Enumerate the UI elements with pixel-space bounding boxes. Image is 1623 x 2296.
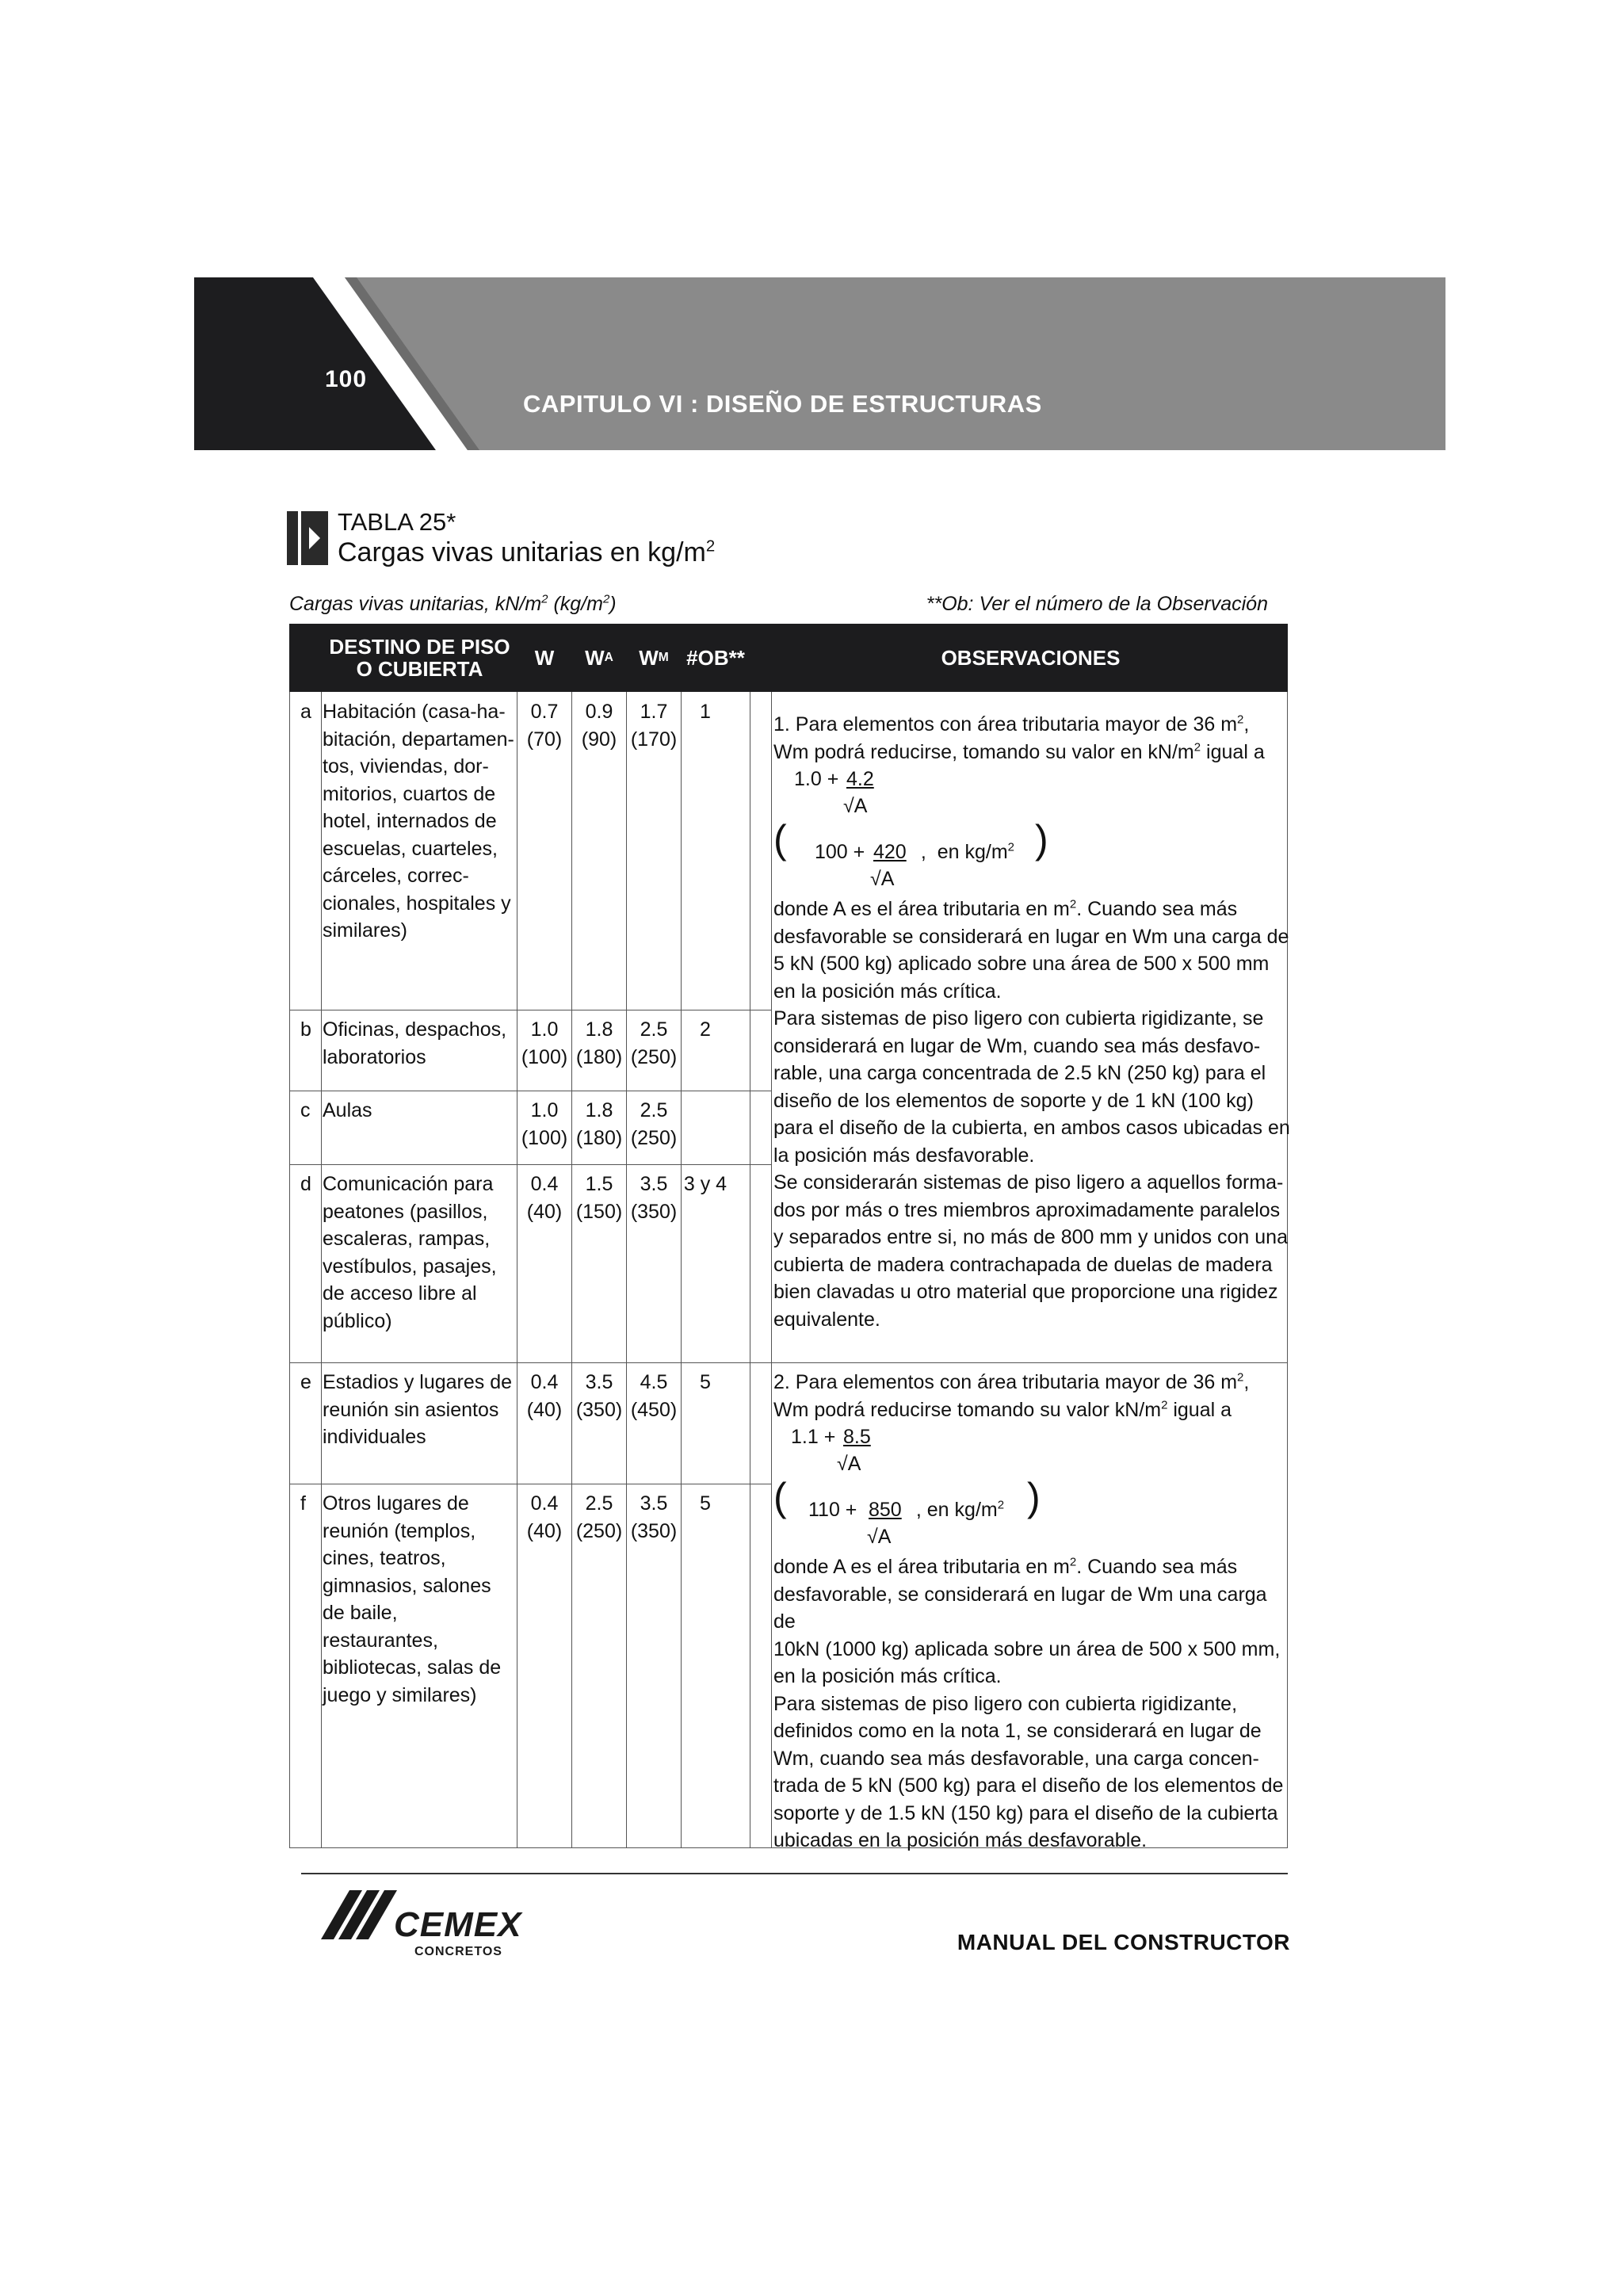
row-d-letter: d (300, 1173, 311, 1195)
row-b-w: 1.0 (100) (521, 1018, 568, 1068)
units-sup2: 2 (602, 592, 610, 606)
row-b-ob: 2 (700, 1018, 711, 1041)
col-header-wm: W M (639, 646, 669, 670)
units-mid: (kg/m (548, 593, 603, 615)
row-e-letter: e (300, 1371, 311, 1393)
row-a-wm: 1.7 (170) (630, 701, 678, 751)
obs2-intro-end: , (1243, 1371, 1250, 1393)
row-a-ob: 1 (700, 701, 711, 723)
obs1-line2 (773, 739, 1290, 766)
logo-sub: CONCRETOS (414, 1945, 502, 1958)
obs2-line2-text: Wm podrá reducirse tomando su valor kN/m (773, 1398, 1162, 1421)
obs2-l3-end: . Cuando sea más (1076, 1556, 1238, 1578)
row-c-wm: 2.5 (250) (630, 1099, 678, 1149)
obs1-f2-num: 420 (873, 841, 907, 863)
row-b-wa: 1.8 (180) (575, 1018, 623, 1068)
row-c-w: 1.0 (100) (521, 1099, 568, 1149)
row-f-ob: 5 (700, 1492, 711, 1515)
table-marker-icon (287, 511, 328, 565)
obs2-f1-num: 8.5 (843, 1426, 871, 1448)
obs2-f2-a: 110 + (808, 1499, 857, 1521)
footer-divider (301, 1873, 1288, 1874)
col-header-destino: DESTINO DE PISO O CUBIERTA (329, 635, 510, 681)
obs2-l3-text: donde A es el área tributaria en m (773, 1556, 1070, 1578)
obs2-line2 (773, 1396, 1290, 1424)
obs1-formula-2 (773, 817, 1290, 896)
obs1-line2-end: igual a (1201, 740, 1265, 763)
table-header (289, 624, 1288, 692)
col-header-w: W (534, 646, 555, 670)
row-e-wm: 4.5 (450) (630, 1371, 678, 1421)
row-f-letter: f (300, 1492, 306, 1515)
obs2-f2-sup: 2 (997, 1498, 1005, 1512)
paren-left-icon: ( (773, 817, 787, 861)
units-prefix: Cargas vivas unitarias, kN/m (289, 593, 542, 615)
obs2-f1-a: 1.1 + (791, 1426, 836, 1448)
units-sup1: 2 (541, 592, 548, 606)
ob-note: **Ob: Ver el número de la Observación (926, 593, 1268, 615)
obs1-intro-end: , (1243, 713, 1250, 735)
obs1-intro-sup: 2 (1237, 712, 1244, 727)
obs1-f1-den: √A (843, 795, 868, 817)
obs2-l3 (773, 1553, 1290, 1581)
obs1-intro (773, 711, 1290, 739)
grid-line (289, 692, 290, 1848)
obs1-l3 (773, 896, 1290, 923)
row-e-wa: 3.5 (350) (575, 1371, 623, 1421)
col-header-wa: W A (585, 646, 613, 670)
paren-left-icon: ( (773, 1475, 787, 1519)
obs1-f2-a: 100 + (815, 841, 865, 863)
row-f-destino: Otros lugares de reunión (templos, cines, teatros, gimnasios, salones de baile, restaurantes, bibliotecas, salas de juego y similares) (323, 1492, 502, 1706)
obs1-l3-text: donde A es el área tributaria en m (773, 898, 1070, 920)
table-caption-sup: 2 (705, 537, 716, 556)
chapter-header (194, 277, 1445, 450)
row-e-destino: Estadios y lugares de reunión sin asientos individuales (323, 1371, 513, 1448)
cemex-logo-icon (321, 1890, 527, 1962)
row-d-wa: 1.5 (150) (575, 1173, 623, 1223)
obs2-f2-b: , en kg/m (905, 1499, 998, 1521)
obs1-l3-sup: 2 (1069, 897, 1077, 911)
grid-line (771, 692, 772, 1848)
row-c-destino: Aulas (323, 1099, 372, 1121)
page-number: 100 (325, 366, 368, 392)
grid-line (289, 1362, 1288, 1363)
obs1-f2-sup: 2 (1007, 840, 1015, 854)
obs2-intro-text: 2. Para elementos con área tributaria mayor de 36 m (773, 1371, 1238, 1393)
obs2-l3-sup: 2 (1069, 1555, 1077, 1569)
header-graphic (194, 277, 1445, 450)
grid-line (289, 1164, 771, 1165)
row-f-w: 0.4 (40) (526, 1492, 563, 1542)
col-header-ob: #OB** (686, 646, 745, 670)
obs2-formula-1 (773, 1423, 1290, 1480)
obs2-f1-den: √A (837, 1453, 861, 1475)
col-header-wa-text: W (585, 646, 605, 670)
row-c-wa: 1.8 (180) (575, 1099, 623, 1149)
row-d-w: 0.4 (40) (526, 1173, 563, 1223)
col-header-observaciones: OBSERVACIONES (941, 646, 1121, 670)
row-f-wa: 2.5 (250) (575, 1492, 623, 1542)
row-b-destino: Oficinas, despachos, laboratorios (323, 1018, 507, 1068)
units-suffix: ) (609, 593, 617, 615)
row-e-w: 0.4 (40) (526, 1371, 563, 1421)
obs2-f2-num: 850 (869, 1499, 902, 1521)
row-a-destino: Habitación (casa-ha- bitación, departamen- tos, viviendas, dor- mitorios, cuartos de hotel, internados de escuelas, cuarteles, cárceles, correc- cionales, hospitales y similares) (323, 701, 514, 942)
grid-line (626, 692, 627, 1848)
obs1-line2-sup: 2 (1193, 740, 1201, 755)
obs2-intro-sup: 2 (1237, 1370, 1244, 1385)
obs2-intro (773, 1369, 1290, 1396)
row-f-wm: 3.5 (350) (630, 1492, 678, 1542)
table-title (338, 507, 715, 567)
obs1-f2-den: √A (870, 868, 895, 890)
row-b-wm: 2.5 (250) (630, 1018, 678, 1068)
obs1-l3-end: . Cuando sea más (1076, 898, 1238, 920)
observation-1 (773, 711, 1290, 1333)
obs2-body: desfavorable, se considerará en lugar de Wm una carga de 10kN (1000 kg) aplicada sobre un área de 500 x 500 mm, en la posición más crítica. Para sistemas de piso ligero con cubierta rigidizante, definidos como en la nota 1, se considerará en lugar de Wm, cuando sea más desfavorable, una carga concen- trada de 5 kN (500 kg) para el diseño de los elementos de soporte y de 1.5 kN (150 kg) para el diseño de la cubierta ubicadas en la posición más desfavorable. (773, 1583, 1284, 1851)
table-caption (338, 537, 715, 567)
grid-line (571, 692, 572, 1848)
row-d-wm: 3.5 (350) (630, 1173, 678, 1223)
obs1-intro-text: 1. Para elementos con área tributaria mayor de 36 m (773, 713, 1238, 735)
obs1-body: desfavorable se considerará en lugar en Wm una carga de 5 kN (500 kg) aplicado sobre una área de 500 x 500 mm en la posición más crítica. Para sistemas de piso ligero con cubierta rigidizante, se considerará en lugar de Wm, cuando sea más desfavo- rable, una carga concentrada de 2.5 kN (250 kg) para el diseño de los elementos de soporte y de 1 kN (100 kg) para el diseño de la cubierta, en ambos casos ubicadas en la posición más desfavorable. Se considerarán sistemas de piso ligero a aquellos forma- dos por más o tres miembros aproximadamente paralelos y separados entre si, no más de 800 mm y unidos con una cubierta de madera contrachapada de duelas de madera bien clavadas u otro material que proporcione una rigidez equivalente. (773, 925, 1290, 1331)
obs2-formula-2 (773, 1475, 1290, 1553)
row-d-destino: Comunicación para peatones (pasillos, escaleras, rampas, vestíbulos, pasajes, de acceso libre al público) (323, 1173, 497, 1332)
paren-right-icon: ) (1035, 817, 1048, 861)
row-a-letter: a (300, 701, 311, 723)
row-e-ob: 5 (700, 1371, 711, 1393)
chapter-title: CAPITULO VI : DISEÑO DE ESTRUCTURAS (523, 390, 1042, 418)
grid-line (681, 692, 682, 1848)
grid-line (321, 692, 322, 1848)
obs2-f2-unit (905, 1496, 1004, 1524)
col-header-wm-text: W (639, 646, 659, 670)
live-loads-table (289, 624, 1290, 1851)
row-b-letter: b (300, 1018, 311, 1041)
row-a-w: 0.7 (70) (526, 701, 563, 751)
cemex-logo (321, 1890, 527, 1962)
obs1-f1-a: 1.0 + (794, 768, 839, 790)
paren-right-icon: ) (1027, 1475, 1041, 1519)
obs1-f2-unit (910, 839, 1014, 866)
table-caption-text: Cargas vivas unitarias en kg/m (338, 537, 706, 567)
row-d-ob: 3 y 4 (683, 1173, 727, 1195)
obs1-formula-1 (773, 766, 1290, 823)
manual-title: MANUAL DEL CONSTRUCTOR (957, 1930, 1290, 1954)
units-note (289, 593, 617, 616)
obs2-f2-den: √A (867, 1526, 892, 1548)
obs2-line2-sup: 2 (1161, 1398, 1168, 1412)
observation-2 (773, 1369, 1290, 1855)
table-number: TABLA 25* (338, 508, 456, 536)
obs1-line2-text: Wm podrá reducirse, tomando su valor en kN/m (773, 740, 1194, 763)
obs1-f1-num: 4.2 (846, 768, 874, 790)
row-a-wa: 0.9 (90) (581, 701, 617, 751)
obs2-line2-end: igual a (1167, 1398, 1232, 1421)
logo-text: CEMEX (394, 1905, 522, 1944)
row-c-letter: c (300, 1099, 311, 1121)
obs1-f2-b: , en kg/m (910, 841, 1008, 863)
